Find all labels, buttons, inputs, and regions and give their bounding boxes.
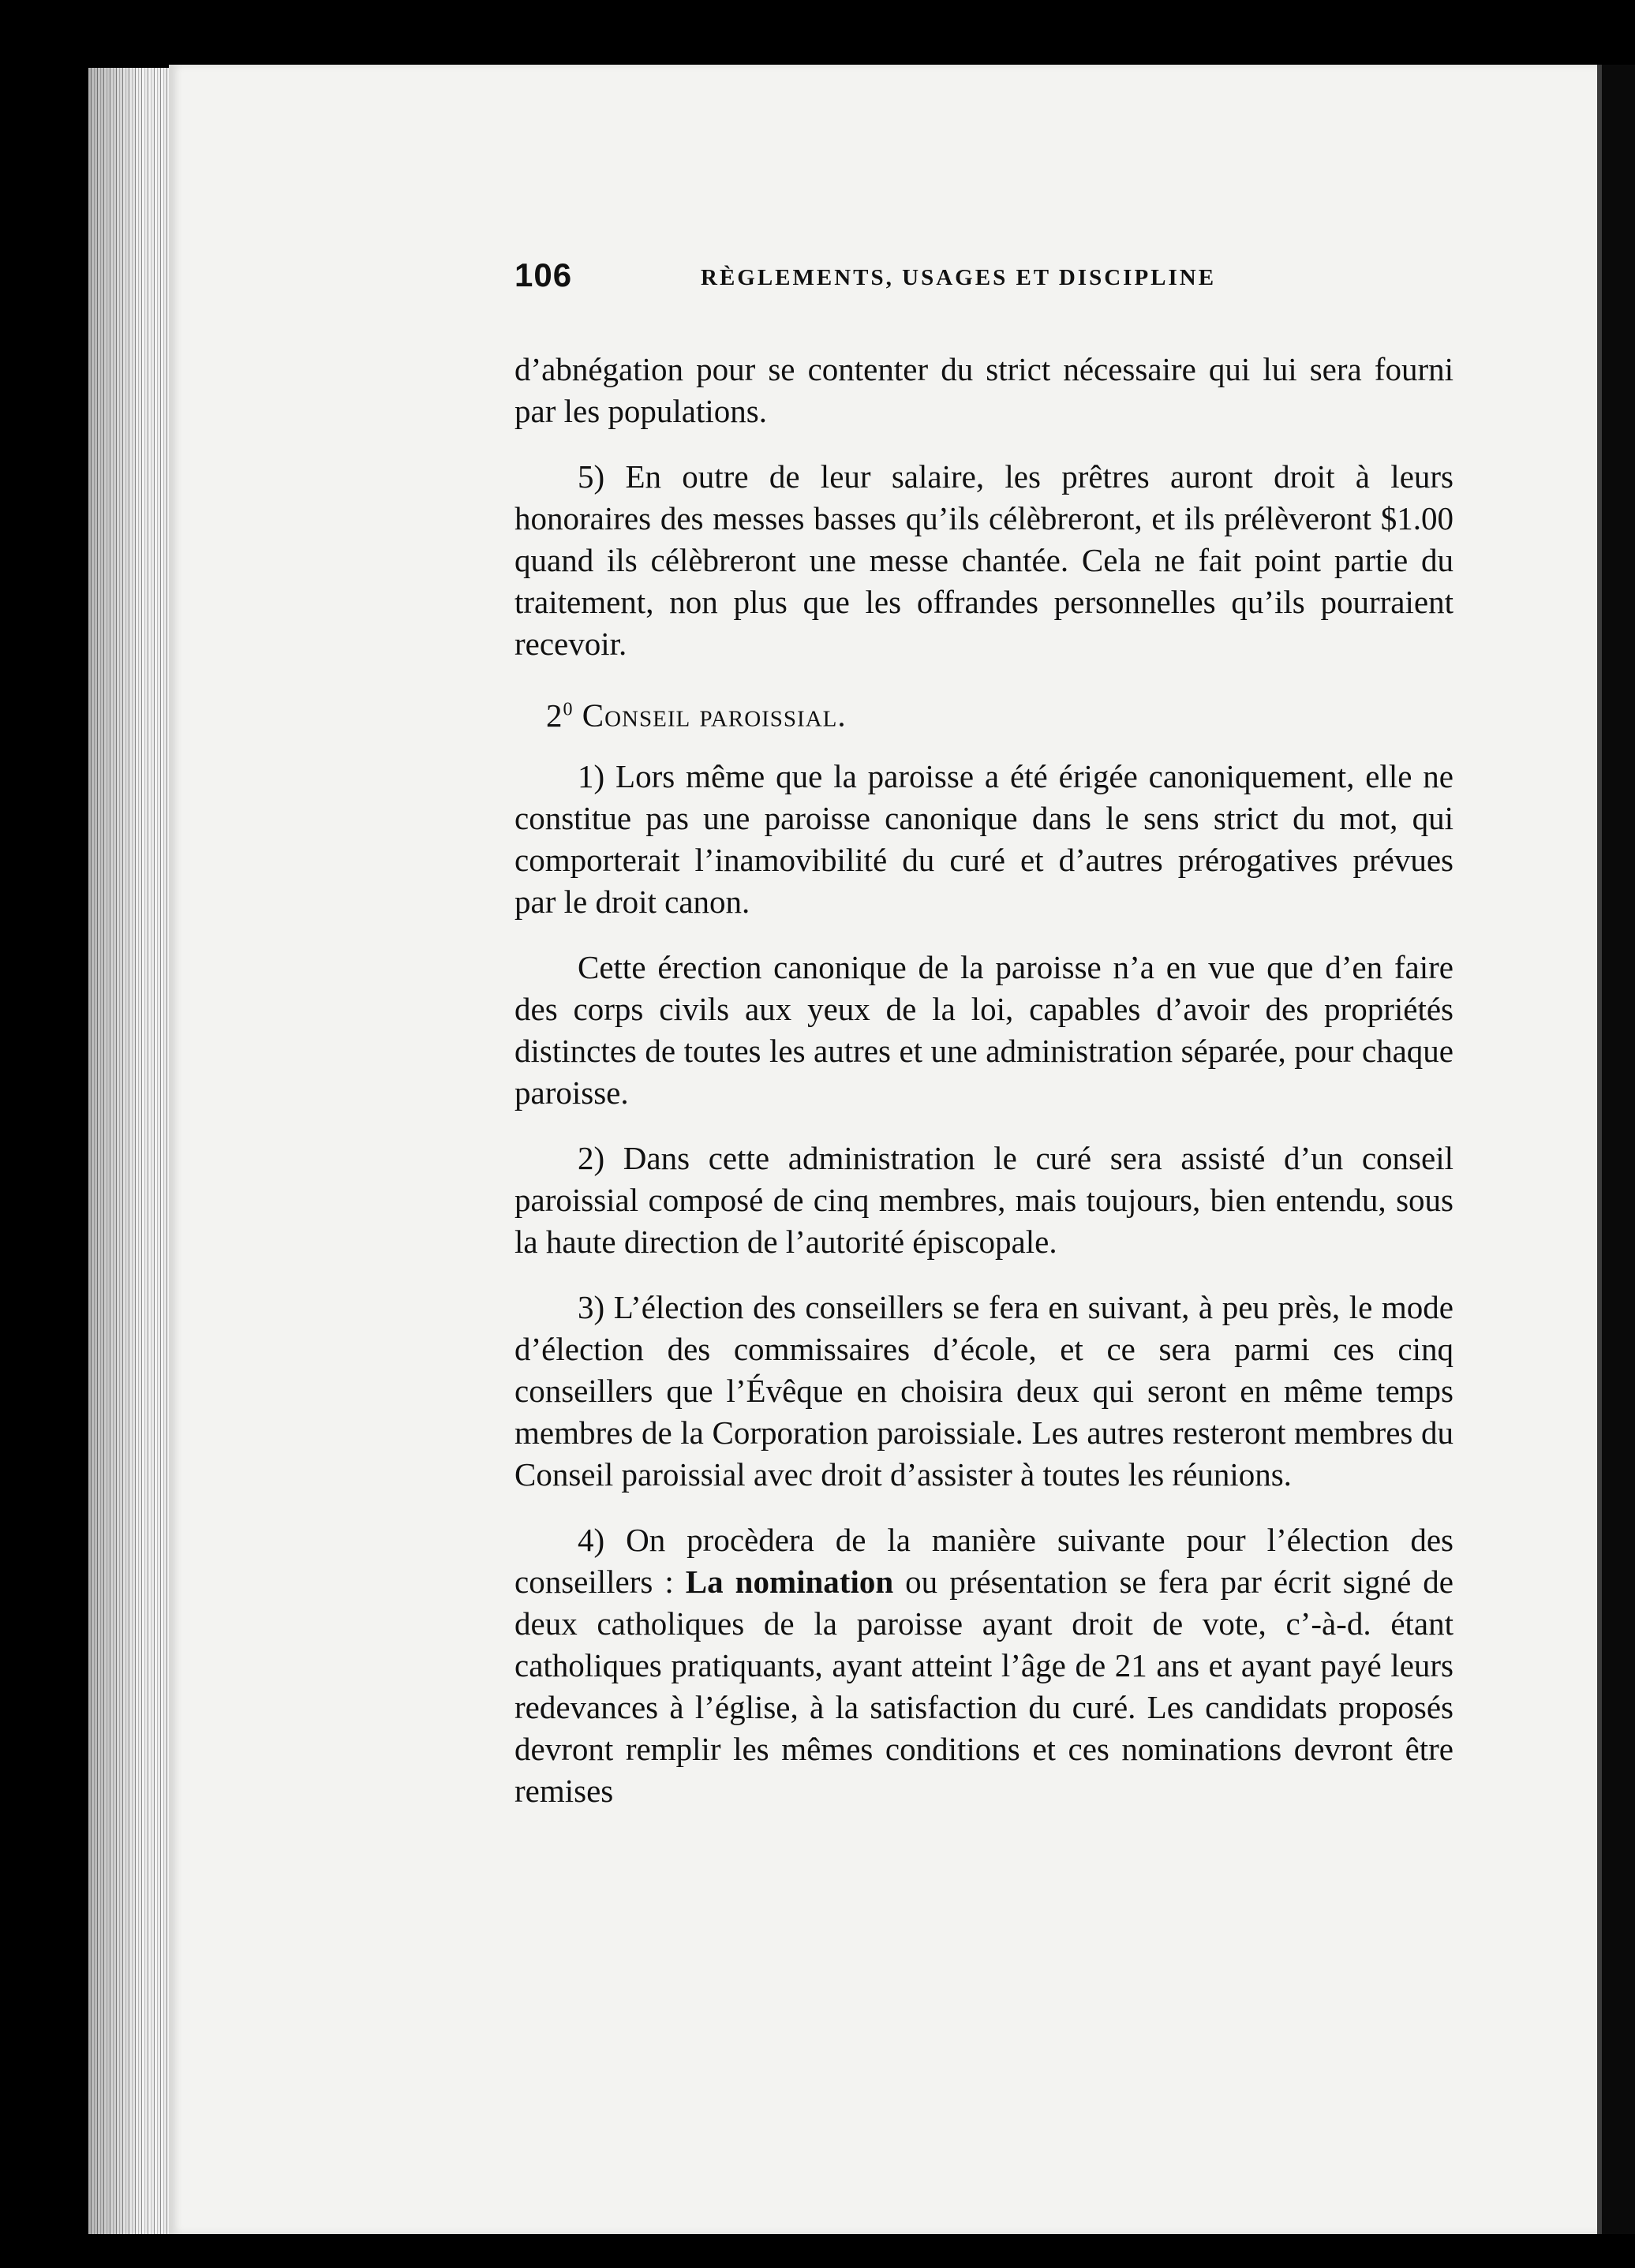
scan-background [0,2234,1635,2268]
section-heading [546,689,1454,737]
section-number-sup: 0 [563,699,574,719]
book-page-edges [88,68,175,2234]
paragraph-4 [514,1519,1454,1812]
paragraph-continuation: d’abnégation pour se contenter du strict nécessaire qui lui sera fourni par les populations. [514,351,1454,429]
page-number: 106 [514,256,573,293]
section-title: Conseil paroissial. [582,697,847,734]
paragraph-4-end: ou présentation se fera par écrit signé de deux catholiques de la paroisse ayant droit de vote, c’-à-d. étant catholiques pratiquants, ayant atteint l’âge de 21 ans et ayant payé leurs redevances à l’église, à la satisfaction du curé. Les candidats proposés devront remplir les mêmes conditions et ces nominations devront être remises [514,1563,1454,1809]
book-gutter [1597,65,1635,2234]
paragraph-5: 5) En outre de leur salaire, les prêtres auront droit à leurs honoraires des messes basses qu’ils célèbreront, et ils prélèveront $1.00 quand ils célèbreront une messe chantée. Cela ne fait point partie du traitement, non plus que les offrandes personnelles qu’ils pourraient recevoir. [514,458,1454,662]
paragraph-4-start: 4) On procèdera de la manière suivante pour l’élection des conseillers : [514,1521,1454,1600]
paragraph-3: 3) L’élection des conseillers se fera en suivant, à peu près, le mode d’élection des commissaires d’école, et ce sera parmi ces cinq conseillers que l’Évêque en choisira deux qui seront en même temps membres de la Corporation paroissiale. Les autres resteront membres du Conseil paroissial avec droit d’assister à toutes les réunions. [514,1288,1454,1493]
paragraph-4-bold: La nomination [685,1563,894,1600]
section-number [546,697,574,734]
paragraph-1: 1) Lors même que la paroisse a été érigée canoniquement, elle ne constitue pas une paroisse canonique dans le sens strict du mot, qui comporterait l’inamovibilité du curé et d’autres prérogatives prévues par le droit canon. [514,757,1454,920]
running-head [514,254,1454,309]
paragraph-erection: Cette érection canonique de la paroisse n’a en vue que d’en faire des corps civils aux yeux de la loi, capables d’avoir des propriétés distinctes de toutes les autres et une administration séparée, pour chaque paroisse. [514,948,1454,1111]
page-text [514,254,1454,1836]
running-title: RÈGLEMENTS, USAGES ET DISCIPLINE [701,265,1217,290]
paragraph-2: 2) Dans cette administration le curé sera assisté d’un conseil paroissial composé de cinq membres, mais toujours, bien entendu, sous la haute direction de l’autorité épiscopale. [514,1139,1454,1260]
section-number-value: 2 [546,697,563,734]
